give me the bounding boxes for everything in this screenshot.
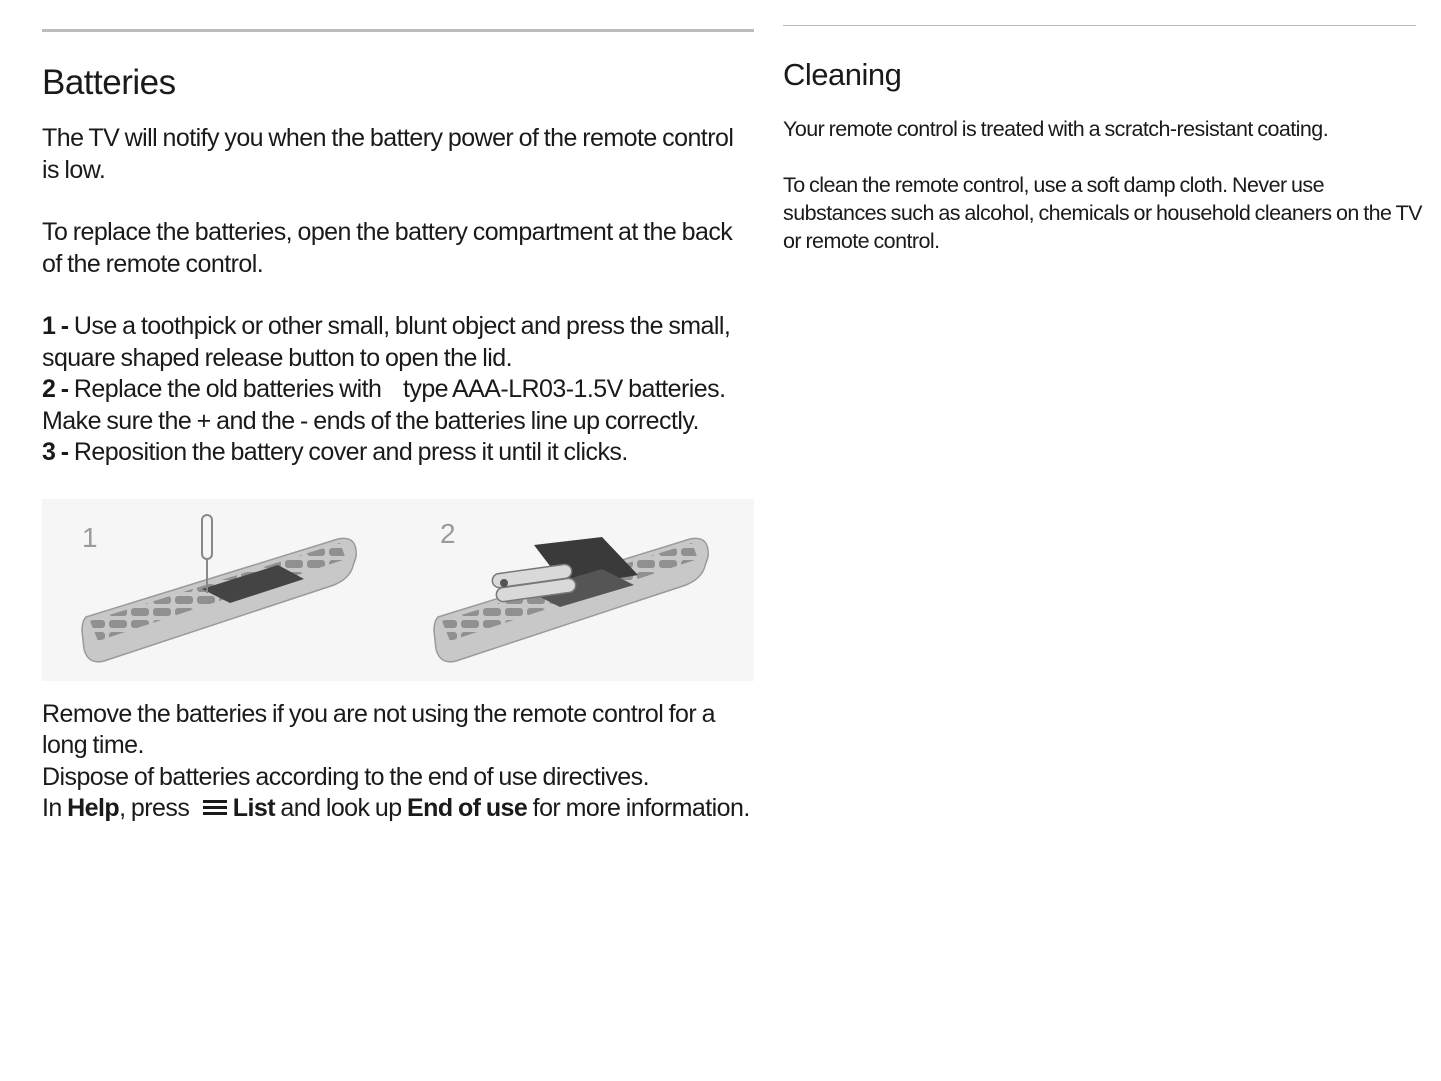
batteries-section <box>42 60 754 825</box>
step-number: 2 - <box>42 375 69 403</box>
section-divider-right <box>783 25 1416 26</box>
cleaning-coating-note: Your remote control is treated with a scratch-resistant coating. <box>783 117 1329 141</box>
cleaning-section <box>783 55 1423 255</box>
battery-replacement-illustration <box>42 499 754 681</box>
step-number: 1 - <box>42 312 69 340</box>
dispose-batteries-note: Dispose of batteries according to the end of use directives. <box>42 762 649 791</box>
battery-step-3 <box>42 437 754 469</box>
figure-label-1: 1 <box>82 521 98 553</box>
batteries-heading: Batteries <box>42 63 176 102</box>
cleaning-heading: Cleaning <box>783 57 902 92</box>
battery-step-2 <box>42 374 754 437</box>
end-of-use-link[interactable]: End of use <box>406 794 528 822</box>
battery-step-1 <box>42 311 754 374</box>
figure-label-2: 2 <box>440 517 456 549</box>
step-text: Use a toothpick or other small, blunt object and press the small, square shaped release button to open the lid. <box>42 312 731 372</box>
help-reference: In Help, press List and look up End of use for more information. <box>42 794 750 822</box>
remove-batteries-note: Remove the batteries if you are not using the remote control for a long time. <box>42 699 715 759</box>
list-icon <box>201 796 229 818</box>
step-text: Replace the old batteries with type AAA-LR03-1.5V batteries. Make sure the + and the - ends of the batteries line up correctly. <box>42 375 731 435</box>
step-text: Reposition the battery cover and press it until it clicks. <box>68 438 628 466</box>
batteries-intro: The TV will notify you when the battery power of the remote control is low. <box>42 124 734 184</box>
batteries-replace-intro: To replace the batteries, open the battery compartment at the back of the remote control. <box>42 218 733 278</box>
section-divider-left <box>42 29 754 32</box>
remote-control-illustration <box>42 499 754 681</box>
step-number: 3 - <box>42 438 69 466</box>
cleaning-instructions: To clean the remote control, use a soft damp cloth. Never use substances such as alcohol, chemicals or household cleaners on the TV or remote control. <box>783 173 1422 253</box>
help-link[interactable]: Help <box>67 794 120 822</box>
list-label: List <box>232 794 275 822</box>
